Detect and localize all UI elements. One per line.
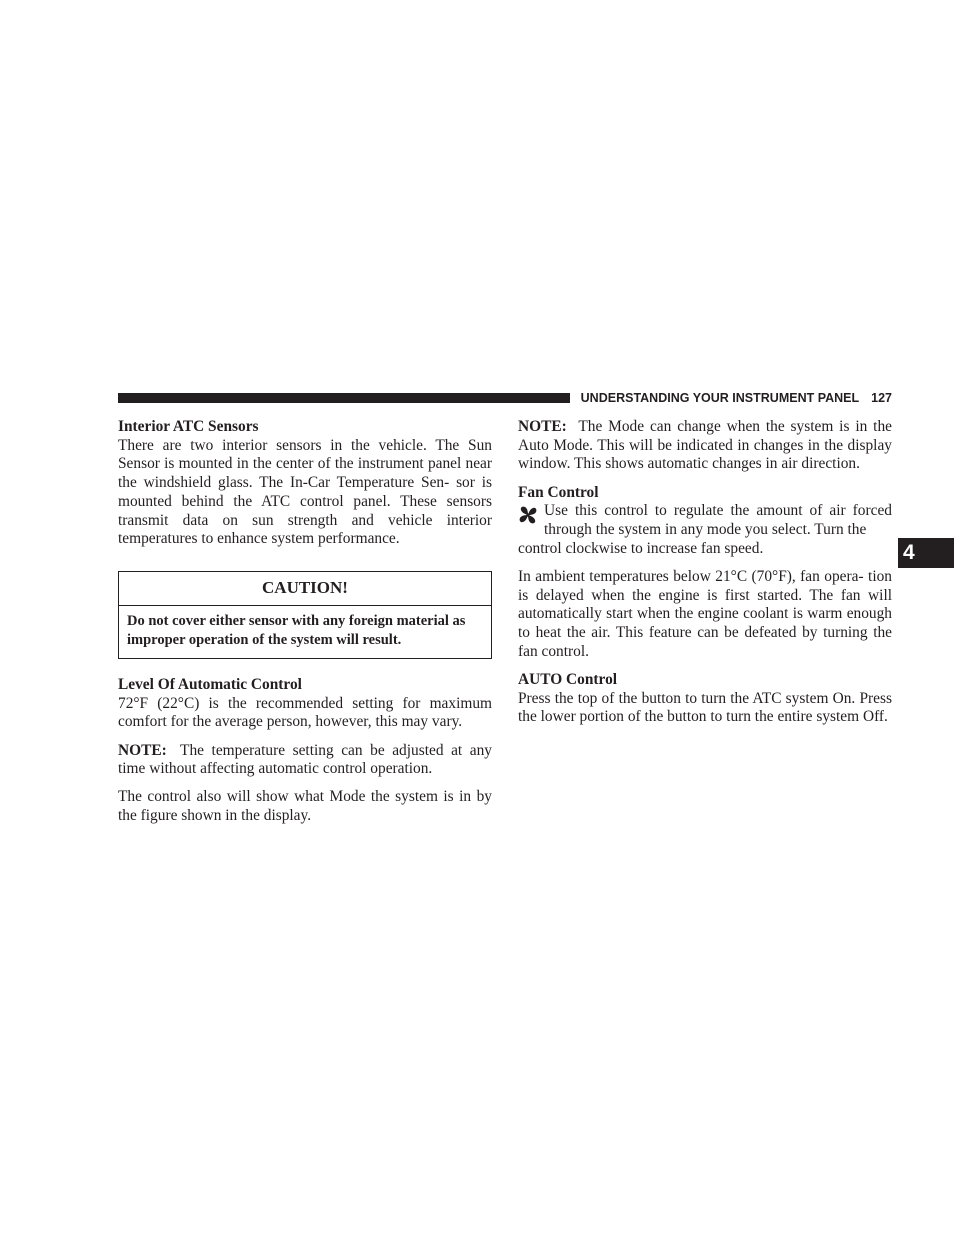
text-line: Use this control to regulate the amount of air forced bbox=[544, 502, 892, 520]
ambient-temperature-paragraph bbox=[518, 568, 892, 662]
text-line: through the system in any mode you select. Turn the bbox=[544, 521, 867, 539]
caution-box bbox=[118, 571, 492, 659]
text-line: temperatures to enhance system performance. bbox=[118, 530, 400, 548]
fan-icon bbox=[518, 505, 538, 525]
text-line: display window. This shows automatic changes in air bbox=[518, 436, 892, 473]
left-column bbox=[118, 418, 492, 826]
interior-atc-paragraph bbox=[118, 437, 492, 549]
header-rule bbox=[118, 393, 570, 403]
note-temperature-setting bbox=[118, 742, 492, 779]
text-line: enough to heat the air. This feature can be defeated by bbox=[518, 605, 892, 642]
auto-control-section bbox=[518, 671, 892, 727]
chapter-tab: 4 bbox=[898, 538, 954, 568]
text-line: Press the top of the button to turn the ATC system On. bbox=[518, 689, 856, 707]
text-line: comfort for the average person, however, this may vary. bbox=[118, 713, 463, 731]
text-line: Do not cover either sensor with any foreign material bbox=[127, 612, 449, 629]
text-line: tion is delayed when the engine is first started. The fan bbox=[518, 567, 892, 604]
text-line: In ambient temperatures below 21°C (70°F), fan opera- bbox=[518, 567, 864, 585]
text-line: turning the fan control. bbox=[518, 624, 892, 660]
note-mode-change bbox=[518, 418, 892, 474]
fan-control-lines-indented bbox=[518, 502, 892, 539]
mode-display-paragraph bbox=[118, 788, 492, 825]
text-line: 72°F (22°C) is the recommended setting for maximum bbox=[118, 694, 492, 712]
text-line: near the windshield glass. The In-Car Temperature Sen- bbox=[118, 455, 492, 492]
text-line: The control also will show what Mode the system is in by bbox=[118, 788, 492, 806]
note-label: NOTE: bbox=[118, 741, 167, 759]
text-line: The temperature setting can be adjusted at any bbox=[180, 741, 492, 759]
text-line: Sensor is mounted in the center of the instrument panel bbox=[118, 455, 462, 473]
text-line: sensors transmit data on sun strength and vehicle interior bbox=[118, 492, 492, 529]
caution-body bbox=[119, 606, 491, 658]
level-automatic-control-heading: Level Of Automatic Control bbox=[118, 675, 302, 693]
text-line: the figure shown in the display. bbox=[118, 807, 312, 825]
auto-control-paragraph bbox=[518, 690, 892, 727]
note-label: NOTE: bbox=[518, 418, 567, 435]
fan-control-lines bbox=[518, 540, 892, 559]
text-line: Press the lower portion of the button to turn the entire bbox=[518, 689, 892, 726]
text-line: time without affecting automatic control operation. bbox=[118, 760, 433, 778]
text-line: There are two interior sensors in the vehicle. The Sun bbox=[118, 436, 492, 454]
section-title: UNDERSTANDING YOUR INSTRUMENT PANEL bbox=[580, 391, 860, 405]
right-column bbox=[518, 418, 892, 727]
text-line: as improper operation of the system will result. bbox=[127, 612, 466, 648]
text-line: will automatically start when the engine coolant is warm bbox=[518, 586, 892, 623]
interior-atc-section bbox=[118, 418, 492, 549]
fan-control-section bbox=[518, 484, 892, 559]
level-automatic-control-section bbox=[118, 676, 492, 732]
fan-control-heading: Fan Control bbox=[518, 483, 599, 501]
text-line: sor is mounted behind the ATC control panel. These bbox=[118, 474, 492, 510]
running-header bbox=[578, 390, 892, 406]
caution-title: CAUTION! bbox=[119, 572, 491, 606]
text-line: Auto Mode. This will be indicated in changes in the bbox=[518, 436, 844, 454]
interior-atc-heading: Interior ATC Sensors bbox=[118, 418, 259, 435]
fan-control-paragraph bbox=[518, 502, 892, 558]
text-line: control clockwise to increase fan speed. bbox=[518, 539, 764, 557]
page-number: 127 bbox=[871, 391, 892, 405]
text-line: direction. bbox=[801, 455, 860, 473]
auto-control-heading: AUTO Control bbox=[518, 670, 618, 688]
text-line: The Mode can change when the system is in the bbox=[578, 418, 892, 435]
level-automatic-control-paragraph bbox=[118, 695, 492, 732]
text-line: system Off. bbox=[816, 708, 888, 726]
